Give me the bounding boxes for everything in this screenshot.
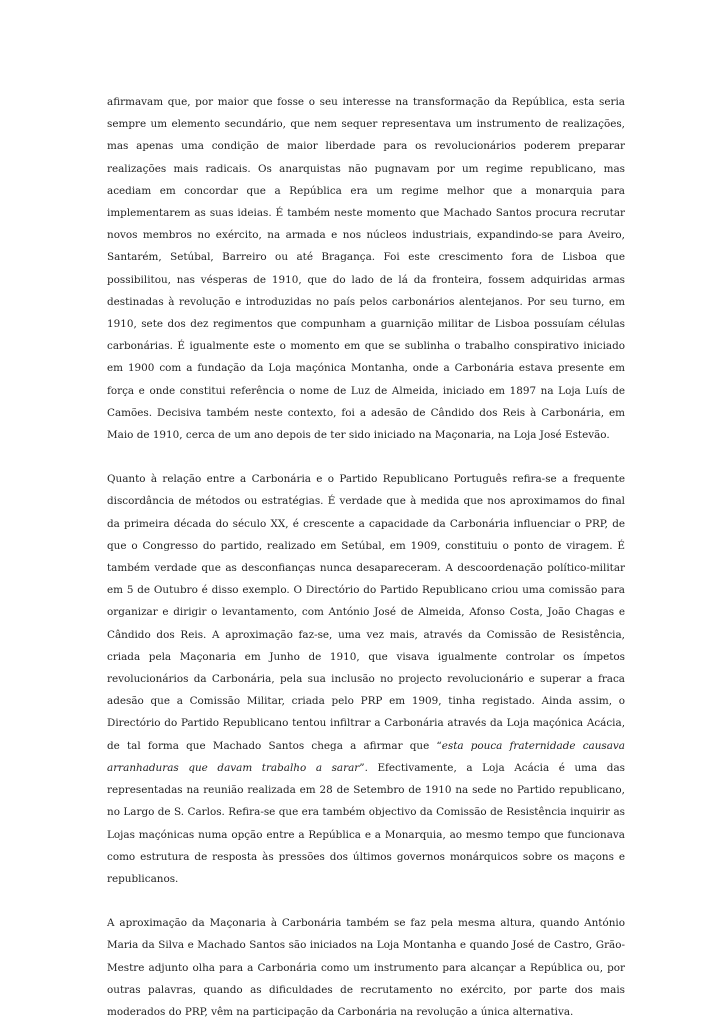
paragraph-3 — [107, 912, 625, 1023]
paragraph-1 — [107, 91, 625, 446]
paragraph-2-text-b: ”. Efectivamente, a Loja Acácia é uma das representadas na reunião realizada em 28 de Setembro de 1910 na sede no Partido republicano, no Largo de S. Carlos. Refira-se que era também objectivo da Comissão de Resistência inquirir as Lojas maçónicas numa opção entre a República e a Monarquia, ao mesmo tempo que funcionava como estrutura de resposta às pressões dos últimos governos monárquicos sobre os maçons e republicanos. — [107, 761, 625, 885]
paragraph-2-quote: esta pouca fraternidade causava arranhaduras que davam trabalho a sarar — [107, 739, 625, 774]
paragraph-3-text: A aproximação da Maçonaria à Carbonária também se faz pela mesma altura, quando António Maria da Silva e Machado Santos são iniciados na Loja Montanha e quando José de Castro, Grão-Mestre adjunto olha para a Carbonária como um instrumento para alcançar a República ou, por outras palavras, quando as dificuldades de recrutamento no exército, por parte dos mais moderados do PRP, vêm na participação da Carbonária na revolução a única alternativa. — [107, 917, 625, 1018]
paragraph-2-text-a: Quanto à relação entre a Carbonária e o Partido Republicano Português refira-se a frequente discordância de métodos ou estratégias. É verdade que à medida que nos aproximamos do final da primeira década do século XX, é crescente a capacidade da Carbonária influenciar o PRP, de que o Congresso do partido, realizado em Setúbal, em 1909, constituiu o ponto de viragem. É também verdade que as desconfianças nunca desapareceram. A descoordenação político-militar em 5 de Outubro é disso exemplo. O Directório do Partido Republicano criou uma comissão para organizar e dirigir o levantamento, com António José de Almeida, Afonso Costa, João Chagas e Cândido dos Reis. A aproximação faz-se, uma vez mais, através da Comissão de Resistência, criada pela Maçonaria em Junho de 1910, que visava igualmente controlar os ímpetos revolucionários da Carbonária, pela sua inclusão no projecto revolucionário e superar a fraca adesão que a Comissão Militar, criada pelo PRP em 1909, tinha registado. Ainda assim, o Directório do Partido Republicano tentou infiltrar a Carbonária através da Loja maçónica Acácia, de tal forma que Machado Santos chega a afirmar que “ — [107, 473, 625, 752]
paragraph-1-text: afirmavam que, por maior que fosse o seu interesse na transformação da República, esta seria sempre um elemento secundário, que nem sequer representava um instrumento de realizações, mas apenas uma condição de maior liberdade para os revolucionários poderem preparar realizações mais radicais. Os anarquistas não pugnavam por um regime republicano, mas acediam em concordar que a República era um regime melhor que a monarquia para implementarem as suas ideias. É também neste momento que Machado Santos procura recrutar novos membros no exército, na armada e nos núcleos industriais, expandindo-se para Aveiro, Santarém, Setúbal, Barreiro ou até Bragança. Foi este crescimento fora de Lisboa que possibilitou, nas vésperas de 1910, que do lado de lá da fronteira, fossem adquiridas armas destinadas à revolução e introduzidas no país pelos carbonários alentejanos. Por seu turno, em 1910, sete dos dez regimentos que compunham a guarnição militar de Lisboa possuíam células carbonárias. É igualmente este o momento em que se sublinha o trabalho conspirativo iniciado em 1900 com a fundação da Loja maçónica Montanha, onde a Carbonária estava presente em força e onde constitui referência o nome de Luz de Almeida, iniciado em 1897 na Loja Luís de Camões. Decisiva também neste contexto, foi a adesão de Cândido dos Reis à Carbonária, em Maio de 1910, cerca de um ano depois de ter sido iniciado na Maçonaria, na Loja José Estevão. — [107, 96, 625, 442]
paragraph-2 — [107, 468, 625, 890]
document-page — [107, 91, 625, 1023]
